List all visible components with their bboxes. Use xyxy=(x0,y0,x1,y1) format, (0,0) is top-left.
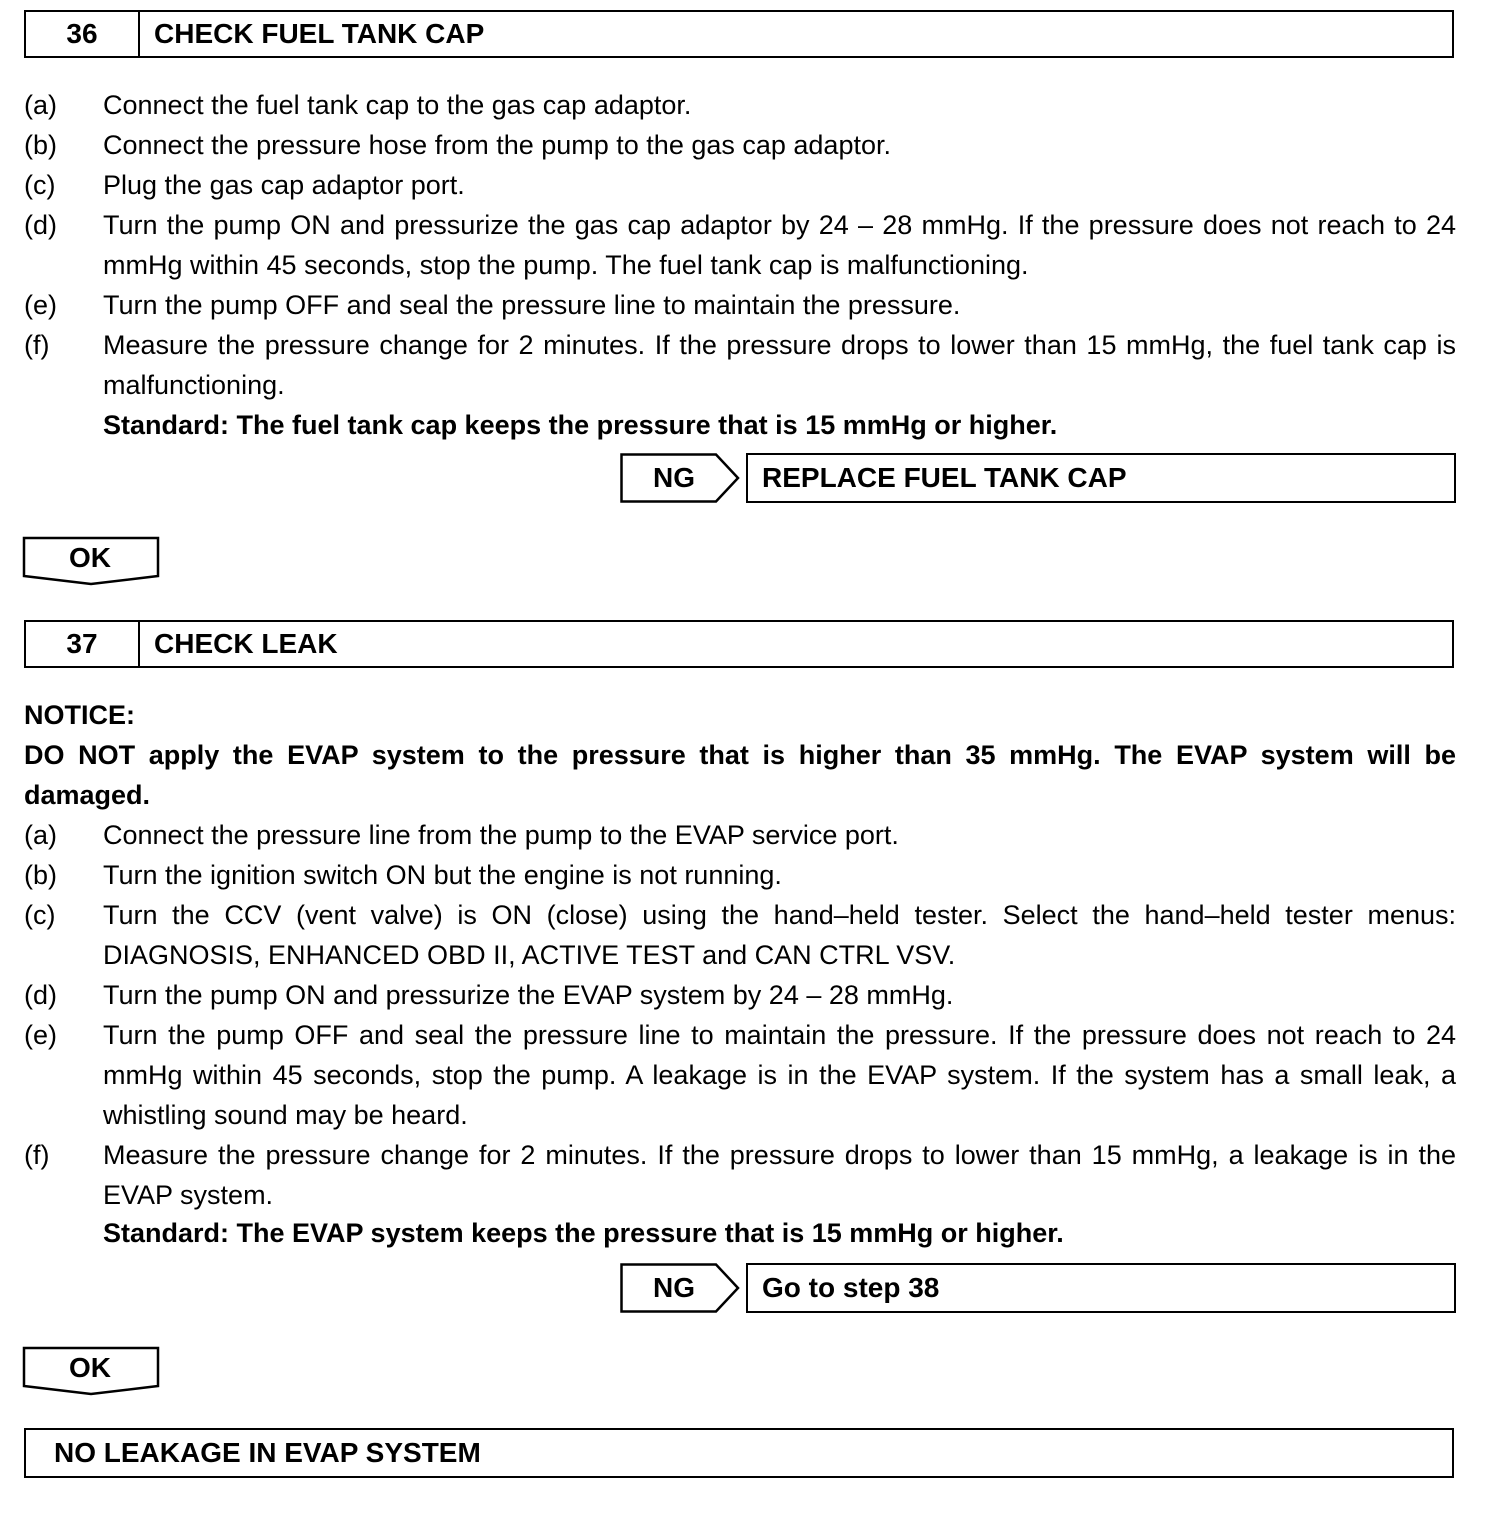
step-number: 37 xyxy=(26,622,140,666)
ng-label: NG xyxy=(653,462,695,493)
item-text: Connect the fuel tank cap to the gas cap adaptor. xyxy=(103,90,692,120)
ok-label: OK xyxy=(69,1352,111,1383)
list-item xyxy=(24,125,1456,165)
item-text: Turn the pump OFF and seal the pressure line to maintain the pressure. If the pressure does not reach to 24 mmHg within 45 seconds, stop the pump. A leakage is in the EVAP system. If the system has a small leak, a whistling sound may be heard. xyxy=(103,1020,1456,1130)
item-text: Plug the gas cap adaptor port. xyxy=(103,170,465,200)
item-label: (a) xyxy=(24,90,57,120)
ok-arrow-box xyxy=(22,1346,162,1398)
ng-label: NG xyxy=(653,1272,695,1303)
item-label: (c) xyxy=(24,900,56,930)
list-item xyxy=(24,165,1456,205)
item-label: (b) xyxy=(24,860,57,890)
list-item xyxy=(24,975,1456,1015)
ng-result-box: REPLACE FUEL TANK CAP xyxy=(746,453,1456,503)
step-title: CHECK FUEL TANK CAP xyxy=(154,18,485,49)
item-label: (c) xyxy=(24,170,56,200)
item-label: (f) xyxy=(24,330,50,360)
list-item xyxy=(24,205,1456,285)
list-item xyxy=(24,1135,1456,1215)
item-label: (d) xyxy=(24,980,57,1010)
item-label: (e) xyxy=(24,290,57,320)
list-item xyxy=(24,325,1456,405)
step-37-header xyxy=(24,620,1454,668)
list-item xyxy=(24,895,1456,975)
item-text: Turn the pump ON and pressurize the gas cap adaptor by 24 – 28 mmHg. If the pressure does not reach to 24 mmHg within 45 seconds, stop the pump. The fuel tank cap is malfunctioning. xyxy=(103,210,1456,280)
notice-text: DO NOT apply the EVAP system to the pressure that is higher than 35 mmHg. The EVAP system will be damaged. xyxy=(24,740,1456,810)
list-item xyxy=(24,815,1456,855)
item-text: Turn the pump OFF and seal the pressure line to maintain the pressure. xyxy=(103,290,961,320)
ok-arrow-box xyxy=(22,536,162,588)
item-label: (e) xyxy=(24,1020,57,1050)
list-item xyxy=(24,1015,1456,1135)
item-label: (f) xyxy=(24,1140,50,1170)
standard-text: Standard: The fuel tank cap keeps the pressure that is 15 mmHg or higher. xyxy=(103,410,1058,440)
item-text: Connect the pressure hose from the pump to the gas cap adaptor. xyxy=(103,130,891,160)
list-item xyxy=(24,285,1456,325)
notice-title: NOTICE: xyxy=(24,700,135,730)
item-text: Turn the ignition switch ON but the engine is not running. xyxy=(103,860,782,890)
item-text: Turn the CCV (vent valve) is ON (close) using the hand–held tester. Select the hand–held tester menus: DIAGNOSIS, ENHANCED OBD II, ACTIVE TEST and CAN CTRL VSV. xyxy=(103,900,1456,970)
ng-arrow-box xyxy=(620,453,740,503)
item-label: (d) xyxy=(24,210,57,240)
item-text: Measure the pressure change for 2 minutes. If the pressure drops to lower than 15 mmHg, a leakage is in the EVAP system. xyxy=(103,1140,1456,1210)
list-item xyxy=(24,855,1456,895)
final-result-box: NO LEAKAGE IN EVAP SYSTEM xyxy=(24,1428,1454,1478)
item-label: (a) xyxy=(24,820,57,850)
step-number: 36 xyxy=(26,12,140,56)
step-title: CHECK LEAK xyxy=(154,628,338,659)
ng-result-box: Go to step 38 xyxy=(746,1263,1456,1313)
list-item xyxy=(24,85,1456,125)
item-label: (b) xyxy=(24,130,57,160)
ok-label: OK xyxy=(69,542,111,573)
ng-arrow-box xyxy=(620,1263,740,1313)
item-text: Turn the pump ON and pressurize the EVAP system by 24 – 28 mmHg. xyxy=(103,980,954,1010)
standard-text: Standard: The EVAP system keeps the pressure that is 15 mmHg or higher. xyxy=(103,1218,1064,1248)
item-text: Connect the pressure line from the pump to the EVAP service port. xyxy=(103,820,899,850)
step-36-header xyxy=(24,10,1454,58)
item-text: Measure the pressure change for 2 minutes. If the pressure drops to lower than 15 mmHg, the fuel tank cap is malfunctioning. xyxy=(103,330,1456,400)
